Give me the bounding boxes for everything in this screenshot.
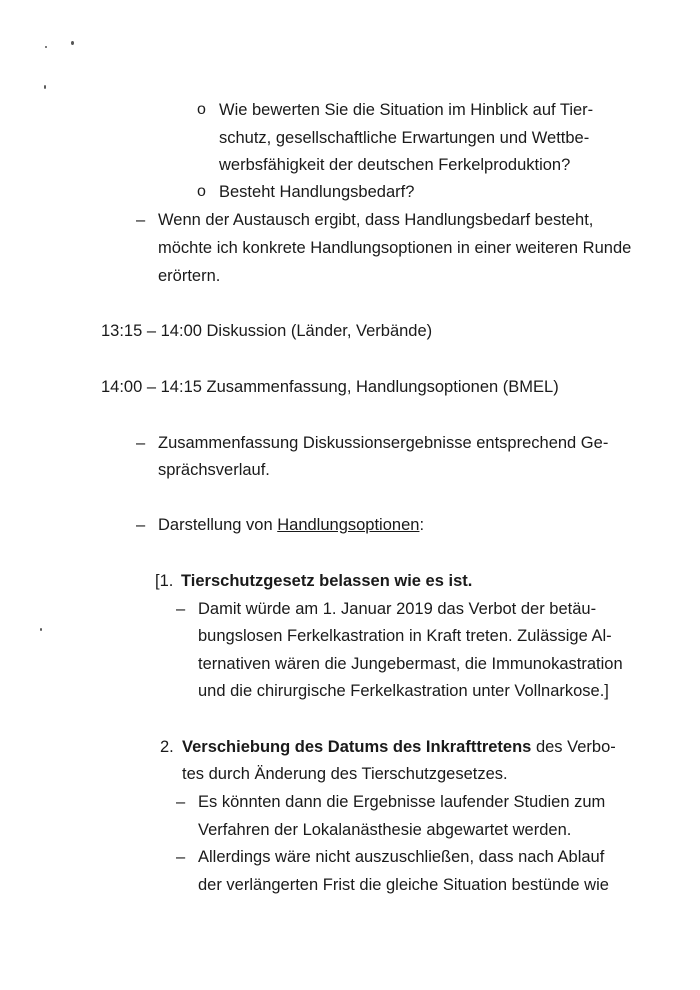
paragraph-line: möchte ich konkrete Handlungsoptionen in einer weiteren Runde xyxy=(158,239,632,257)
scan-speck xyxy=(44,85,46,89)
scan-speck xyxy=(71,41,74,45)
paragraph-line: sprächsverlauf. xyxy=(158,461,270,479)
options-heading xyxy=(158,515,424,535)
option-title: Tierschutzgesetz belassen wie es ist. xyxy=(181,572,473,590)
paragraph-line: Zusammenfassung Diskussionsergebnisse entsprechend Ge- xyxy=(158,434,609,452)
scan-speck xyxy=(45,46,47,48)
options-suffix: : xyxy=(419,516,425,534)
dash-marker: – xyxy=(176,848,186,866)
question-line: werbsfähigkeit der deutschen Ferkelproduktion? xyxy=(219,156,571,174)
scan-speck xyxy=(40,628,42,631)
option-detail-line: ternativen wären die Jungebermast, die Immunokastration xyxy=(198,655,623,673)
paragraph-line: erörtern. xyxy=(158,267,221,285)
bullet-marker: o xyxy=(197,101,206,118)
dash-marker: – xyxy=(136,516,146,534)
option-number: [1. xyxy=(155,572,174,590)
dash-marker: – xyxy=(176,600,186,618)
option-title-rest: des Verbo- xyxy=(531,738,616,756)
option-line xyxy=(182,737,616,757)
option-detail-line: Damit würde am 1. Januar 2019 das Verbot der betäu- xyxy=(198,600,597,618)
option-detail-line: und die chirurgische Ferkelkastration unter Vollnarkose.] xyxy=(198,682,609,700)
option-title: Verschiebung des Datums des Inkrafttretens xyxy=(182,738,532,756)
question-line: Wie bewerten Sie die Situation im Hinblick auf Tier- xyxy=(219,101,594,119)
dash-marker: – xyxy=(176,793,186,811)
option-detail-line: Allerdings wäre nicht auszuschließen, dass nach Ablauf xyxy=(198,848,605,866)
option-detail-line: der verlängerten Frist die gleiche Situation bestünde wie xyxy=(198,876,609,894)
option-detail-line: bungslosen Ferkelkastration in Kraft treten. Zulässige Al- xyxy=(198,627,612,645)
option-line: tes durch Änderung des Tierschutzgesetzes. xyxy=(182,765,508,783)
dash-marker: – xyxy=(136,434,146,452)
options-underlined-term: Handlungsoptionen xyxy=(277,516,420,534)
options-prefix: Darstellung von xyxy=(158,516,278,534)
dash-marker: – xyxy=(136,211,146,229)
option-number: 2. xyxy=(160,738,174,756)
paragraph-line: Wenn der Austausch ergibt, dass Handlungsbedarf besteht, xyxy=(158,211,594,229)
option-detail-line: Verfahren der Lokalanästhesie abgewartet werden. xyxy=(198,821,572,839)
question-line: schutz, gesellschaftliche Erwartungen und Wettbe- xyxy=(219,129,590,147)
bullet-marker: o xyxy=(197,183,206,200)
agenda-item: 13:15 – 14:00 Diskussion (Länder, Verbände) xyxy=(101,322,433,340)
question-line: Besteht Handlungsbedarf? xyxy=(219,183,415,201)
agenda-item: 14:00 – 14:15 Zusammenfassung, Handlungsoptionen (BMEL) xyxy=(101,378,559,396)
option-detail-line: Es könnten dann die Ergebnisse laufender Studien zum xyxy=(198,793,606,811)
